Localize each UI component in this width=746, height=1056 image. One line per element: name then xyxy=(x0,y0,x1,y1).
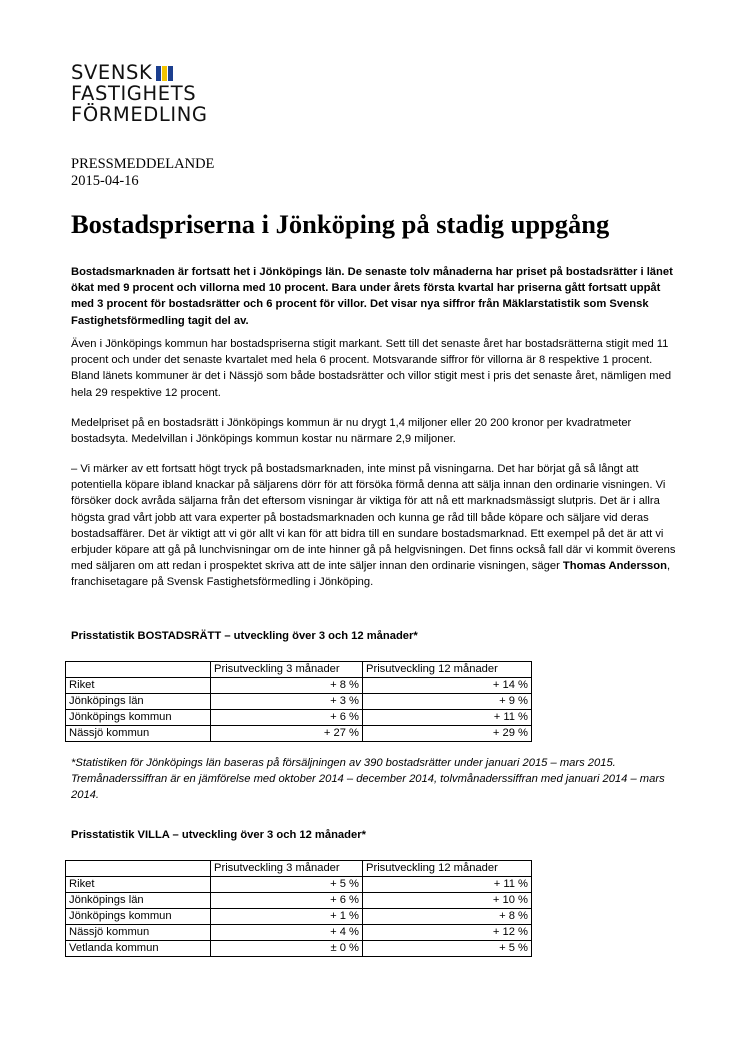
table-header-cell: Prisutveckling 3 månader xyxy=(211,861,363,877)
change-3m-cell: + 5 % xyxy=(211,877,363,893)
table-header-cell: Prisutveckling 12 månader xyxy=(363,861,532,877)
region-cell: Vetlanda kommun xyxy=(66,941,211,957)
table-header-cell: Prisutveckling 3 månader xyxy=(211,662,363,678)
press-label: PRESSMEDDELANDE xyxy=(71,156,215,172)
change-3m-cell: + 4 % xyxy=(211,925,363,941)
logo-line-1: SVENSK xyxy=(71,61,153,84)
change-12m-cell: + 29 % xyxy=(363,726,532,742)
table-row xyxy=(66,710,532,726)
change-12m-cell: + 11 % xyxy=(363,710,532,726)
table-2-title: Prisstatistik VILLA – utveckling över 3 och 12 månader* xyxy=(71,829,366,841)
table-header-row xyxy=(66,861,532,877)
region-cell: Riket xyxy=(66,678,211,694)
press-date: 2015-04-16 xyxy=(71,173,139,189)
region-cell: Nässjö kommun xyxy=(66,726,211,742)
change-3m-cell: + 27 % xyxy=(211,726,363,742)
region-cell: Riket xyxy=(66,877,211,893)
table-row xyxy=(66,678,532,694)
region-cell: Jönköpings län xyxy=(66,893,211,909)
quote-text: – Vi märker av ett fortsatt högt tryck på bostadsmarknaden, inte minst på visningarna. Det har börjat gå så långt att potentiella köpare ibland knackar på säljarens dörr för att försöka förmå denna att sälja innan den ordinarie visningen. Vi försöker dock avråda säljarna från det eftersom visningar är viktiga för att nå ett marknadsmässigt slutpris. Det är i allra högsta grad vårt jobb att vara experter på bostadsmarknaden och kunna ge råd till både köpare och säljare vid deras bostadsaffärer. Det är viktigt att vi gör allt vi kan för att bidra till en sundare bostadsmarknad. Ett exempel på det är att vi erbjuder köpare att gå på lunchvisningar om de inte hinner gå på helgvisningen. Det finns också fall där vi kommit överens med säljaren om att redan i prospektet skriva att de inte säljer innan den ordinarie visningen, säger xyxy=(71,463,676,573)
apartment-price-table xyxy=(65,661,532,742)
change-3m-cell: + 1 % xyxy=(211,909,363,925)
change-12m-cell: + 5 % xyxy=(363,941,532,957)
swedish-flag-icon xyxy=(156,66,173,81)
table-header-cell xyxy=(66,662,211,678)
table-header-row xyxy=(66,662,532,678)
paragraph-2: Medelpriset på en bostadsrätt i Jönköpings kommun är nu drygt 1,4 miljoner eller 20 200 kronor per kvadratmeter bostadsyta. Medelvillan i Jönköpings kommun kostar nu närmare 2,9 miljoner. xyxy=(71,417,632,446)
table-header-cell: Prisutveckling 12 månader xyxy=(363,662,532,678)
region-cell: Nässjö kommun xyxy=(66,925,211,941)
footnote: *Statistiken för Jönköpings län baseras på försäljningen av 390 bostadsrätter under januari 2015 – mars 2015. Tremånaderssiffran är en jämförelse med oktober 2014 – december 2014, tolvmånaderssiffran med januari 2014 – mars 2014. xyxy=(71,757,665,802)
table-row xyxy=(66,941,532,957)
table-row xyxy=(66,877,532,893)
table-row xyxy=(66,726,532,742)
change-3m-cell: + 8 % xyxy=(211,678,363,694)
table-row xyxy=(66,694,532,710)
region-cell: Jönköpings kommun xyxy=(66,909,211,925)
table-row xyxy=(66,893,532,909)
region-cell: Jönköpings län xyxy=(66,694,211,710)
page-title: Bostadspriserna i Jönköping på stadig uppgång xyxy=(71,209,610,239)
table-row xyxy=(66,909,532,925)
press-meta xyxy=(71,156,214,190)
table-1-title: Prisstatistik BOSTADSRÄTT – utveckling över 3 och 12 månader* xyxy=(71,630,418,642)
quote-paragraph xyxy=(71,461,681,591)
villa-price-table xyxy=(65,860,532,957)
change-3m-cell: + 6 % xyxy=(211,893,363,909)
region-cell: Jönköpings kommun xyxy=(66,710,211,726)
quote-speaker: Thomas Andersson xyxy=(562,560,667,573)
change-12m-cell: + 11 % xyxy=(363,877,532,893)
company-logo xyxy=(71,62,251,125)
change-3m-cell: + 6 % xyxy=(211,710,363,726)
change-12m-cell: + 8 % xyxy=(363,909,532,925)
table-row xyxy=(66,925,532,941)
change-12m-cell: + 10 % xyxy=(363,893,532,909)
change-12m-cell: + 9 % xyxy=(363,694,532,710)
paragraph-1: Även i Jönköpings kommun har bostadspriserna stigit markant. Sett till det senaste året har bostadsrätterna stigit med 11 procent och under det senaste kvartalet med hela 6 procent. Motsvarande siffror för villorna är 8 respektive 1 procent. Bland länets kommuner är det i Nässjö som både bostadsrätter och villor stigit mest i pris det senaste året, nämligen med hela 29 respektive 12 procent. xyxy=(71,338,672,399)
change-3m-cell: ± 0 % xyxy=(211,941,363,957)
logo-line-3: FÖRMEDLING xyxy=(71,103,208,126)
table-header-cell xyxy=(66,861,211,877)
change-12m-cell: + 12 % xyxy=(363,925,532,941)
lead-paragraph: Bostadsmarknaden är fortsatt het i Jönköpings län. De senaste tolv månaderna har priset på bostadsrätter i länet ökat med 9 procent och villorna med 10 procent. Bara under årets första kvartal har priserna gått fortsatt uppåt med 3 procent för bostadsrätter och 6 procent för villor. Det visar nya siffror från Mäklarstatistik som Svensk Fastighetsförmedling tagit del av. xyxy=(71,266,673,327)
quote-text-end: , franchisetagare på Svensk Fastighetsförmedling i Jönköping. xyxy=(71,560,671,589)
logo-line-2: FASTIGHETS xyxy=(71,82,197,105)
change-3m-cell: + 3 % xyxy=(211,694,363,710)
change-12m-cell: + 14 % xyxy=(363,678,532,694)
